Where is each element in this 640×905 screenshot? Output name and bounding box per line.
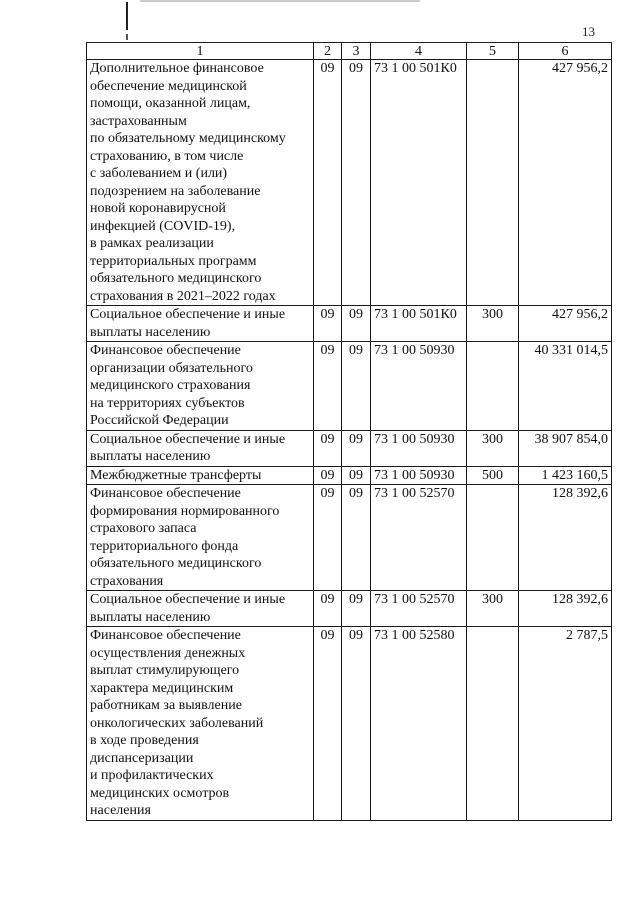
row-target-code: 73 1 00 50930 bbox=[371, 466, 467, 485]
table-row bbox=[87, 485, 612, 591]
row-amount: 128 392,6 bbox=[519, 591, 612, 627]
row-subsection: 09 bbox=[342, 485, 371, 591]
scan-margin-mark bbox=[126, 2, 128, 30]
row-section: 09 bbox=[314, 60, 342, 306]
row-name: Финансовое обеспечение осуществления денежных выплат стимулирующего характера медицинским работникам за выявление онкологических заболеваний в ходе проведения диспансеризации и профилактических медицинских осмотров населения bbox=[87, 627, 314, 821]
row-name: Финансовое обеспечение организации обязательного медицинского страхования на территориях субъектов Российской Федерации bbox=[87, 342, 314, 431]
row-section: 09 bbox=[314, 591, 342, 627]
column-header-1: 1 bbox=[87, 43, 314, 60]
row-name: Социальное обеспечение и иные выплаты населению bbox=[87, 430, 314, 466]
row-target-code: 73 1 00 52580 bbox=[371, 627, 467, 821]
row-target-code: 73 1 00 52570 bbox=[371, 591, 467, 627]
row-subsection: 09 bbox=[342, 430, 371, 466]
row-amount: 2 787,5 bbox=[519, 627, 612, 821]
page-number: 13 bbox=[582, 24, 595, 39]
row-section: 09 bbox=[314, 485, 342, 591]
row-expense-type: 300 bbox=[467, 591, 519, 627]
table-row bbox=[87, 342, 612, 431]
row-expense-type: 300 bbox=[467, 430, 519, 466]
column-header-2: 2 bbox=[314, 43, 342, 60]
row-name: Социальное обеспечение и иные выплаты населению bbox=[87, 306, 314, 342]
scan-top-edge-mark bbox=[140, 0, 420, 2]
row-expense-type: 300 bbox=[467, 306, 519, 342]
row-section: 09 bbox=[314, 306, 342, 342]
row-subsection: 09 bbox=[342, 306, 371, 342]
row-section: 09 bbox=[314, 466, 342, 485]
row-subsection: 09 bbox=[342, 627, 371, 821]
row-name: Межбюджетные трансферты bbox=[87, 466, 314, 485]
row-section: 09 bbox=[314, 430, 342, 466]
row-subsection: 09 bbox=[342, 591, 371, 627]
column-header-3: 3 bbox=[342, 43, 371, 60]
row-target-code: 73 1 00 50930 bbox=[371, 342, 467, 431]
row-target-code: 73 1 00 501К0 bbox=[371, 306, 467, 342]
table-row bbox=[87, 466, 612, 485]
table-header-row bbox=[87, 43, 612, 60]
table-row bbox=[87, 591, 612, 627]
row-expense-type bbox=[467, 485, 519, 591]
row-section: 09 bbox=[314, 342, 342, 431]
table-row bbox=[87, 627, 612, 821]
row-expense-type bbox=[467, 627, 519, 821]
column-header-5: 5 bbox=[467, 43, 519, 60]
row-target-code: 73 1 00 50930 bbox=[371, 430, 467, 466]
table-row bbox=[87, 60, 612, 306]
scan-margin-mark-lower bbox=[126, 34, 128, 40]
row-expense-type: 500 bbox=[467, 466, 519, 485]
row-name: Финансовое обеспечение формирования нормированного страхового запаса территориального фонда обязательного медицинского страхования bbox=[87, 485, 314, 591]
row-amount: 38 907 854,0 bbox=[519, 430, 612, 466]
row-name: Социальное обеспечение и иные выплаты населению bbox=[87, 591, 314, 627]
budget-table bbox=[86, 42, 612, 821]
row-subsection: 09 bbox=[342, 466, 371, 485]
row-amount: 40 331 014,5 bbox=[519, 342, 612, 431]
row-target-code: 73 1 00 501К0 bbox=[371, 60, 467, 306]
row-target-code: 73 1 00 52570 bbox=[371, 485, 467, 591]
row-name: Дополнительное финансовое обеспечение медицинской помощи, оказанной лицам, застрахованным по обязательному медицинскому страхованию, в том числе с заболеванием и (или) подозрением на заболевание новой коронавирусной инфекцией (COVID-19), в рамках реализации территориальных программ обязательного медицинского страхования в 2021–2022 годах bbox=[87, 60, 314, 306]
table-row bbox=[87, 306, 612, 342]
row-amount: 1 423 160,5 bbox=[519, 466, 612, 485]
row-section: 09 bbox=[314, 627, 342, 821]
row-expense-type bbox=[467, 342, 519, 431]
row-subsection: 09 bbox=[342, 60, 371, 306]
row-subsection: 09 bbox=[342, 342, 371, 431]
row-amount: 128 392,6 bbox=[519, 485, 612, 591]
column-header-4: 4 bbox=[371, 43, 467, 60]
table-row bbox=[87, 430, 612, 466]
row-amount: 427 956,2 bbox=[519, 306, 612, 342]
row-amount: 427 956,2 bbox=[519, 60, 612, 306]
row-expense-type bbox=[467, 60, 519, 306]
column-header-6: 6 bbox=[519, 43, 612, 60]
